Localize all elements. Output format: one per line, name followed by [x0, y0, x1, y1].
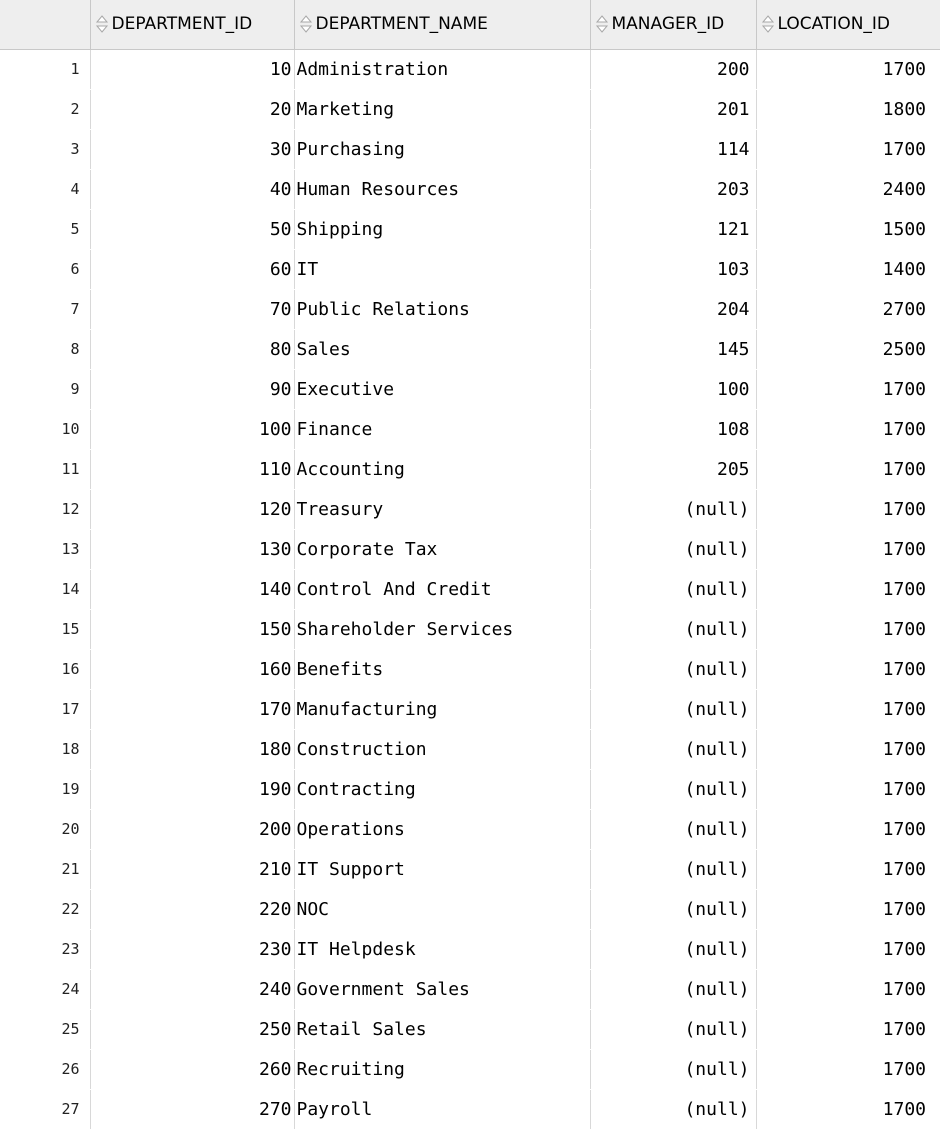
header-row: [0, 0, 940, 49]
department-id-cell[interactable]: 180: [90, 729, 294, 769]
manager-id-cell[interactable]: (null): [590, 969, 756, 1009]
department-id-cell[interactable]: 70: [90, 289, 294, 329]
manager-id-cell[interactable]: (null): [590, 489, 756, 529]
row-number[interactable]: 9: [0, 369, 90, 409]
table-row[interactable]: [0, 529, 940, 569]
department-id-cell[interactable]: 50: [90, 209, 294, 249]
location-id-cell[interactable]: 1700: [756, 369, 940, 409]
department-name-cell[interactable]: Shareholder Services: [294, 609, 590, 649]
row-number[interactable]: 13: [0, 529, 90, 569]
row-number[interactable]: 24: [0, 969, 90, 1009]
table-row[interactable]: [0, 969, 940, 1009]
manager-id-cell[interactable]: (null): [590, 809, 756, 849]
row-number[interactable]: 3: [0, 129, 90, 169]
table-row[interactable]: [0, 1009, 940, 1049]
manager-id-cell[interactable]: (null): [590, 1049, 756, 1089]
row-number[interactable]: 19: [0, 769, 90, 809]
sort-icon[interactable]: [299, 14, 313, 34]
row-number[interactable]: 14: [0, 569, 90, 609]
manager-id-cell[interactable]: 203: [590, 169, 756, 209]
department-id-cell[interactable]: 270: [90, 1089, 294, 1129]
department-id-cell[interactable]: 220: [90, 889, 294, 929]
manager-id-cell[interactable]: 121: [590, 209, 756, 249]
department-name-cell[interactable]: Recruiting: [294, 1049, 590, 1089]
location-id-cell[interactable]: 1700: [756, 729, 940, 769]
department-id-cell[interactable]: 20: [90, 89, 294, 129]
location-id-cell[interactable]: 1700: [756, 889, 940, 929]
department-id-cell[interactable]: 140: [90, 569, 294, 609]
row-number[interactable]: 5: [0, 209, 90, 249]
department-name-cell[interactable]: Retail Sales: [294, 1009, 590, 1049]
manager-id-cell[interactable]: 200: [590, 49, 756, 89]
department-id-cell[interactable]: 250: [90, 1009, 294, 1049]
manager-id-cell[interactable]: (null): [590, 729, 756, 769]
department-id-cell[interactable]: 210: [90, 849, 294, 889]
row-number[interactable]: 10: [0, 409, 90, 449]
department-id-cell[interactable]: 120: [90, 489, 294, 529]
department-id-cell[interactable]: 40: [90, 169, 294, 209]
row-number[interactable]: 6: [0, 249, 90, 289]
department-name-cell[interactable]: Shipping: [294, 209, 590, 249]
department-name-cell[interactable]: Contracting: [294, 769, 590, 809]
table-row[interactable]: [0, 329, 940, 369]
manager-id-cell[interactable]: 204: [590, 289, 756, 329]
column-header-label: DEPARTMENT_NAME: [315, 14, 488, 35]
table-row[interactable]: [0, 729, 940, 769]
department-name-cell[interactable]: Sales: [294, 329, 590, 369]
department-id-cell[interactable]: 90: [90, 369, 294, 409]
manager-id-cell[interactable]: (null): [590, 929, 756, 969]
row-number[interactable]: 12: [0, 489, 90, 529]
location-id-cell[interactable]: 2500: [756, 329, 940, 369]
manager-id-cell[interactable]: (null): [590, 609, 756, 649]
table-row[interactable]: [0, 489, 940, 529]
location-id-cell[interactable]: 1700: [756, 1009, 940, 1049]
table-row[interactable]: [0, 889, 940, 929]
location-id-cell[interactable]: 1700: [756, 49, 940, 89]
table-row[interactable]: [0, 289, 940, 329]
location-id-cell[interactable]: 1700: [756, 769, 940, 809]
location-id-cell[interactable]: 1700: [756, 609, 940, 649]
department-name-cell[interactable]: IT Support: [294, 849, 590, 889]
table-row[interactable]: [0, 249, 940, 289]
row-number[interactable]: 27: [0, 1089, 90, 1129]
sort-icon[interactable]: [761, 14, 775, 34]
department-name-cell[interactable]: Finance: [294, 409, 590, 449]
department-name-cell[interactable]: Operations: [294, 809, 590, 849]
column-header-label: MANAGER_ID: [611, 14, 725, 35]
manager-id-cell[interactable]: (null): [590, 649, 756, 689]
table-row[interactable]: [0, 809, 940, 849]
department-id-cell[interactable]: 60: [90, 249, 294, 289]
department-name-cell[interactable]: Human Resources: [294, 169, 590, 209]
department-id-cell[interactable]: 170: [90, 689, 294, 729]
manager-id-cell[interactable]: (null): [590, 529, 756, 569]
table-row[interactable]: [0, 1049, 940, 1089]
location-id-cell[interactable]: 1700: [756, 1049, 940, 1089]
location-id-cell[interactable]: 1700: [756, 809, 940, 849]
department-name-cell[interactable]: IT Helpdesk: [294, 929, 590, 969]
department-name-cell[interactable]: Manufacturing: [294, 689, 590, 729]
table-row[interactable]: [0, 569, 940, 609]
location-id-cell[interactable]: 1700: [756, 489, 940, 529]
department-name-cell[interactable]: Purchasing: [294, 129, 590, 169]
table-row[interactable]: [0, 1089, 940, 1129]
table-row[interactable]: [0, 449, 940, 489]
manager-id-cell[interactable]: (null): [590, 689, 756, 729]
manager-id-cell[interactable]: 103: [590, 249, 756, 289]
manager-id-cell[interactable]: (null): [590, 769, 756, 809]
location-id-cell[interactable]: 1700: [756, 449, 940, 489]
department-id-cell[interactable]: 130: [90, 529, 294, 569]
table-row[interactable]: [0, 209, 940, 249]
manager-id-cell[interactable]: 201: [590, 89, 756, 129]
department-name-cell[interactable]: Government Sales: [294, 969, 590, 1009]
table-row[interactable]: [0, 849, 940, 889]
manager-id-cell[interactable]: 205: [590, 449, 756, 489]
department-id-cell[interactable]: 190: [90, 769, 294, 809]
row-number[interactable]: 4: [0, 169, 90, 209]
department-name-cell[interactable]: NOC: [294, 889, 590, 929]
department-name-cell[interactable]: Marketing: [294, 89, 590, 129]
location-id-cell[interactable]: 1800: [756, 89, 940, 129]
manager-id-cell[interactable]: 145: [590, 329, 756, 369]
department-id-cell[interactable]: 100: [90, 409, 294, 449]
column-header-location-id[interactable]: [756, 0, 940, 49]
location-id-cell[interactable]: 1700: [756, 649, 940, 689]
manager-id-cell[interactable]: 108: [590, 409, 756, 449]
department-name-cell[interactable]: Executive: [294, 369, 590, 409]
location-id-cell[interactable]: 1500: [756, 209, 940, 249]
row-number[interactable]: 1: [0, 49, 90, 89]
location-id-cell[interactable]: 1700: [756, 1089, 940, 1129]
table-row[interactable]: [0, 689, 940, 729]
table-row[interactable]: [0, 649, 940, 689]
row-number[interactable]: 8: [0, 329, 90, 369]
department-name-cell[interactable]: Treasury: [294, 489, 590, 529]
department-id-cell[interactable]: 260: [90, 1049, 294, 1089]
department-id-cell[interactable]: 80: [90, 329, 294, 369]
sort-icon[interactable]: [95, 14, 109, 34]
table-row[interactable]: [0, 929, 940, 969]
department-name-cell[interactable]: Corporate Tax: [294, 529, 590, 569]
department-id-cell[interactable]: 160: [90, 649, 294, 689]
row-number[interactable]: 2: [0, 89, 90, 129]
row-number[interactable]: 21: [0, 849, 90, 889]
row-number-header[interactable]: [0, 0, 90, 49]
table-row[interactable]: [0, 169, 940, 209]
location-id-cell[interactable]: 1700: [756, 849, 940, 889]
location-id-cell[interactable]: 1400: [756, 249, 940, 289]
table-row[interactable]: [0, 609, 940, 649]
row-number[interactable]: 7: [0, 289, 90, 329]
row-number[interactable]: 17: [0, 689, 90, 729]
manager-id-cell[interactable]: (null): [590, 1009, 756, 1049]
sort-icon[interactable]: [595, 14, 609, 34]
table-row[interactable]: [0, 49, 940, 89]
column-header-department-name[interactable]: [294, 0, 590, 49]
table-row[interactable]: [0, 129, 940, 169]
location-id-cell[interactable]: 1700: [756, 409, 940, 449]
department-name-cell[interactable]: IT: [294, 249, 590, 289]
row-number[interactable]: 11: [0, 449, 90, 489]
manager-id-cell[interactable]: 100: [590, 369, 756, 409]
department-name-cell[interactable]: Accounting: [294, 449, 590, 489]
location-id-cell[interactable]: 1700: [756, 929, 940, 969]
manager-id-cell[interactable]: (null): [590, 1089, 756, 1129]
column-header-department-id[interactable]: [90, 0, 294, 49]
location-id-cell[interactable]: 1700: [756, 529, 940, 569]
table-row[interactable]: [0, 769, 940, 809]
department-name-cell[interactable]: Administration: [294, 49, 590, 89]
department-id-cell[interactable]: 30: [90, 129, 294, 169]
department-id-cell[interactable]: 200: [90, 809, 294, 849]
department-id-cell[interactable]: 110: [90, 449, 294, 489]
table-row[interactable]: [0, 369, 940, 409]
row-number[interactable]: 20: [0, 809, 90, 849]
column-header-manager-id[interactable]: [590, 0, 756, 49]
table-row[interactable]: [0, 89, 940, 129]
location-id-cell[interactable]: 1700: [756, 689, 940, 729]
location-id-cell[interactable]: 1700: [756, 569, 940, 609]
location-id-cell[interactable]: 1700: [756, 969, 940, 1009]
department-id-cell[interactable]: 230: [90, 929, 294, 969]
location-id-cell[interactable]: 2400: [756, 169, 940, 209]
department-id-cell[interactable]: 240: [90, 969, 294, 1009]
row-number[interactable]: 25: [0, 1009, 90, 1049]
column-header-label: DEPARTMENT_ID: [111, 14, 253, 35]
department-name-cell[interactable]: Benefits: [294, 649, 590, 689]
department-name-cell[interactable]: Public Relations: [294, 289, 590, 329]
department-id-cell[interactable]: 10: [90, 49, 294, 89]
manager-id-cell[interactable]: (null): [590, 889, 756, 929]
department-name-cell[interactable]: Control And Credit: [294, 569, 590, 609]
row-number[interactable]: 22: [0, 889, 90, 929]
row-number[interactable]: 16: [0, 649, 90, 689]
row-number[interactable]: 26: [0, 1049, 90, 1089]
department-name-cell[interactable]: Payroll: [294, 1089, 590, 1129]
table-row[interactable]: [0, 409, 940, 449]
department-id-cell[interactable]: 150: [90, 609, 294, 649]
manager-id-cell[interactable]: (null): [590, 569, 756, 609]
department-name-cell[interactable]: Construction: [294, 729, 590, 769]
location-id-cell[interactable]: 2700: [756, 289, 940, 329]
column-header-label: LOCATION_ID: [777, 14, 891, 35]
row-number[interactable]: 23: [0, 929, 90, 969]
location-id-cell[interactable]: 1700: [756, 129, 940, 169]
row-number[interactable]: 18: [0, 729, 90, 769]
manager-id-cell[interactable]: (null): [590, 849, 756, 889]
row-number[interactable]: 15: [0, 609, 90, 649]
manager-id-cell[interactable]: 114: [590, 129, 756, 169]
